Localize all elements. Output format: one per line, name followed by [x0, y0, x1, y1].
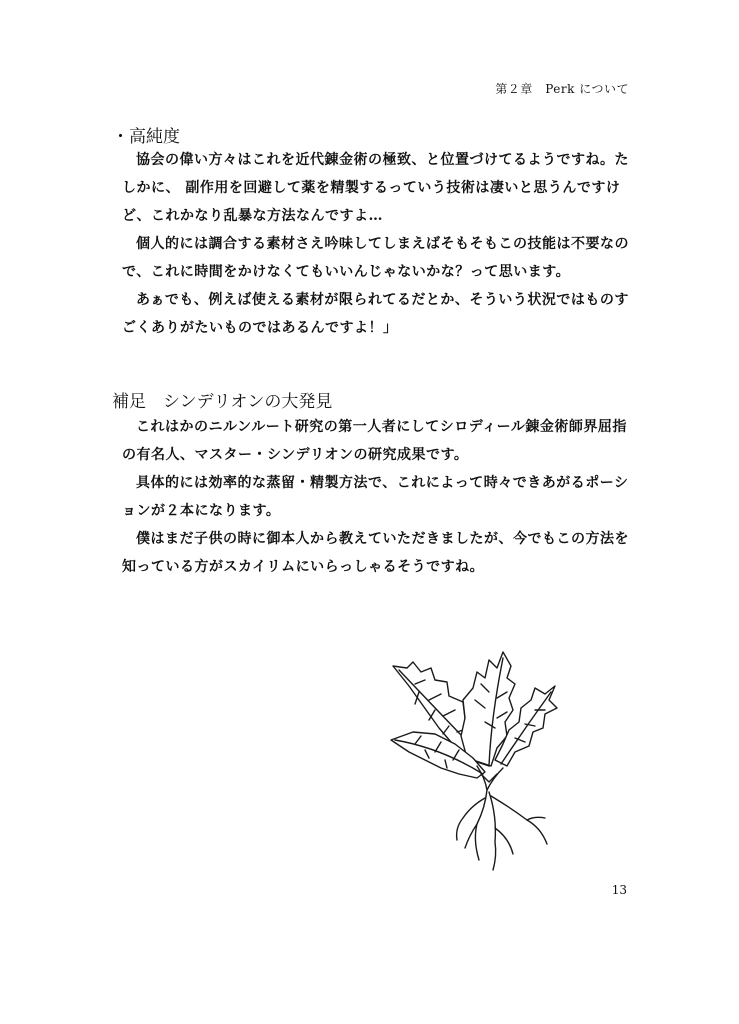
nirnroot-plant-illustration	[385, 648, 565, 873]
paragraph: 協会の偉い方々はこれを近代錬金術の極致、と位置づけてるようですね。たしかに、 副作用を回避して薬を精製するっていう技術は凄いと思うんですけど、これかなり乱暴な方法なんですよ…	[122, 152, 629, 224]
paragraph: これはかのニルンルート研究の第一人者にしてシロディール錬金術師界屈指の有名人、マスター・シンデリオンの研究成果です。	[122, 419, 627, 463]
paragraph: 個人的には調合する素材さえ吟味してしまえばそもそもこの技能は不要なので、これに時間をかけなくてもいいんじゃないかな？って思います。	[122, 236, 629, 280]
paragraph: あぁでも、例えば使える素材が限られてるだとか、そういう状況ではものすごくありがたいものではあるんですよ！」	[122, 292, 629, 336]
section-heading-high-purity: ・高純度	[112, 127, 180, 147]
section-heading-sinderion: 補足 シンデリオンの大発見	[112, 392, 333, 412]
running-head: 第２章 Perk について	[495, 82, 629, 96]
paragraph: 具体的には効率的な蒸留・精製方法で、これによって時々できあがるポーションが２本になります。	[122, 475, 629, 519]
section-high-purity-body	[122, 146, 632, 342]
section-sinderion-body	[122, 413, 632, 581]
page-number: 13	[611, 883, 627, 897]
paragraph: 僕はまだ子供の時に御本人から教えていただきましたが、今でもこの方法を知っている方がスカイリムにいらっしゃるそうですね。	[122, 531, 629, 575]
